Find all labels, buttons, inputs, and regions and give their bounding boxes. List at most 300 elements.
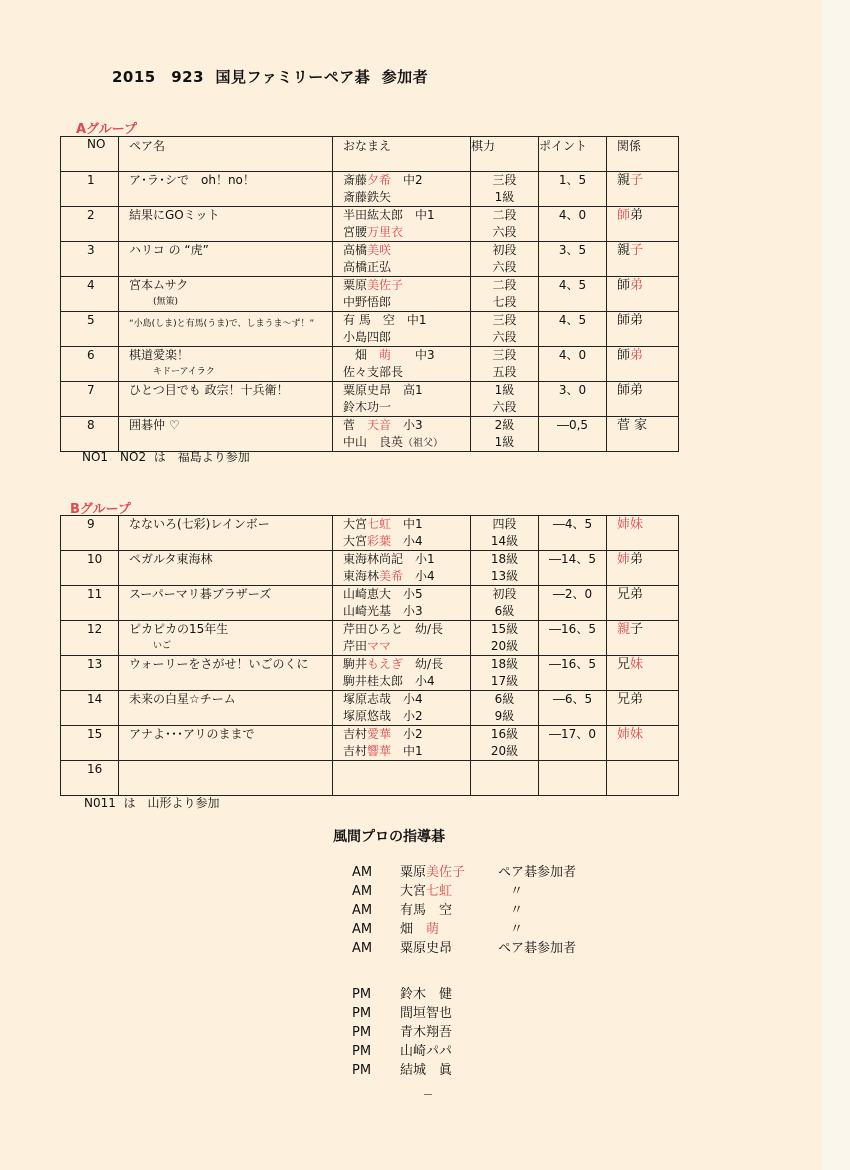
member-surname: 東海林 [343, 569, 380, 583]
lesson-player-name: 結城 眞 [400, 1063, 453, 1078]
member-names-cell [333, 621, 471, 656]
member-given-highlight: 美希 [379, 569, 404, 583]
rank-1: 18級 [490, 552, 519, 566]
member-name-2 [343, 329, 470, 346]
lesson-slot: AM [352, 903, 373, 918]
points: ―2、0 [552, 587, 593, 601]
rank-1: 三段 [492, 348, 517, 362]
rank-1 [471, 761, 538, 778]
relation-cell [607, 277, 679, 312]
relation [617, 551, 678, 568]
points-cell [539, 691, 607, 726]
relation-part-1: 兄弟 [617, 692, 644, 707]
rank-cell [471, 621, 539, 656]
lesson-item [352, 985, 498, 1004]
member-given-highlight: 七虹 [367, 517, 392, 531]
member-name-2 [343, 743, 470, 760]
member-grade: 幼/長 [403, 622, 444, 636]
member-surname: 鈴木功一 [343, 400, 392, 414]
table-header-row [61, 137, 679, 172]
rank-2: 20級 [490, 744, 519, 758]
member-name-2 [343, 533, 470, 550]
relation-part-1: 師 [617, 278, 631, 293]
member-surname: 高橋正弘 [343, 260, 392, 274]
pair-name: アナよ･･･アリのままで [129, 727, 255, 741]
member-grade: 小4 [403, 674, 435, 688]
member-names-cell [333, 277, 471, 312]
relation [617, 312, 678, 329]
points: 3、5 [558, 243, 587, 257]
member-names-cell [333, 656, 471, 691]
member-surname: 中野悟郎 [343, 295, 392, 309]
relation [617, 207, 678, 224]
relation [617, 382, 678, 399]
points: ―16、5 [549, 622, 596, 636]
group-a-table [60, 136, 679, 452]
relation-cell [607, 551, 679, 586]
table-row [61, 656, 679, 691]
rank-cell [471, 691, 539, 726]
member-name-2 [343, 294, 470, 311]
rank-cell [471, 277, 539, 312]
table-row [61, 691, 679, 726]
rank-2: 14級 [490, 534, 519, 548]
lesson-player [400, 882, 498, 901]
member-names-cell [333, 207, 471, 242]
table-row [61, 551, 679, 586]
points: 3、0 [558, 383, 587, 397]
lesson-item [352, 939, 576, 958]
points: ―0,5 [556, 418, 589, 432]
pair-name: ハリコ の “虎” [129, 243, 209, 257]
relation-part-1: 師 [617, 208, 631, 223]
lesson-item [352, 1004, 498, 1023]
member-grade: 中1 [391, 517, 423, 531]
lesson-player-name: 粟原 [400, 865, 427, 880]
row-no-cell [61, 656, 119, 691]
lesson-item [352, 920, 523, 939]
rank-1: 15級 [490, 622, 519, 636]
member-names-cell [333, 726, 471, 761]
pair-name: ペガルタ東海林 [129, 552, 213, 566]
member-name-1 [343, 586, 470, 603]
member-surname: 駒井 [343, 657, 368, 671]
relation [617, 621, 678, 638]
relation-part-2: 弟 [630, 552, 644, 567]
points-cell [539, 242, 607, 277]
pair-name-cell [119, 551, 333, 586]
member-surname: 大宮 [343, 517, 368, 531]
lesson-note: 〃 [510, 884, 524, 899]
member-name-1 [343, 347, 470, 364]
row-no-cell [61, 551, 119, 586]
rank-cell [471, 347, 539, 382]
pair-name-cell [119, 347, 333, 382]
relation [617, 347, 678, 364]
member-grade: 小3 [391, 418, 423, 432]
rank-2: 1級 [494, 435, 515, 449]
pair-name-cell [119, 242, 333, 277]
lesson-player-name: 畑 [400, 922, 427, 937]
member-names-cell [333, 382, 471, 417]
lesson-slot: PM [352, 1006, 372, 1021]
rank-1: 四段 [492, 517, 517, 531]
rank-2: 17級 [490, 674, 519, 688]
rank-1: 二段 [492, 278, 517, 292]
lesson-note: ペア碁参加者 [498, 865, 577, 880]
lesson-player [400, 920, 498, 939]
rank-1: 三段 [492, 313, 517, 327]
member-name-1 [343, 761, 470, 778]
relation-part-2: 子 [630, 173, 644, 188]
row-no: 15 [87, 727, 103, 741]
relation-cell [607, 586, 679, 621]
member-surname: 高橋 [343, 243, 368, 257]
member-name-1 [343, 312, 470, 329]
member-grade: （祖父） [403, 438, 444, 449]
member-name-2 [343, 434, 470, 451]
row-no: 5 [87, 313, 95, 327]
lesson-player-name: 大宮 [400, 884, 427, 899]
member-surname: 大宮 [343, 534, 368, 548]
rank-cell [471, 172, 539, 207]
points: 4、0 [558, 348, 587, 362]
member-grade: 小3 [391, 604, 423, 618]
relation-part-2: 子 [630, 622, 644, 637]
member-name-2 [343, 673, 470, 690]
member-surname: 塚原悠哉 [343, 709, 392, 723]
table-row [61, 382, 679, 417]
pair-name-cell [119, 382, 333, 417]
lesson-player-highlight: 美佐子 [426, 865, 466, 880]
member-name-1 [343, 277, 470, 294]
row-no-cell [61, 347, 119, 382]
relation-part-2: 弟 [630, 278, 644, 293]
points [539, 761, 606, 778]
row-no-cell [61, 761, 119, 796]
rank-cell [471, 761, 539, 796]
points: 1、5 [558, 173, 587, 187]
rank-1: 16級 [490, 727, 519, 741]
pair-name: 結果にGOミット [129, 208, 220, 222]
relation-cell [607, 726, 679, 761]
member-surname: 畑 [343, 348, 380, 362]
col-header-relation: 関係 [607, 137, 679, 172]
relation-part-2: 妹 [630, 657, 644, 672]
member-given-highlight: 愛華 [367, 727, 392, 741]
member-grade: 小2 [391, 709, 423, 723]
member-name-2 [343, 568, 470, 585]
member-name-1 [343, 207, 470, 224]
pair-name-note: (無策) [153, 297, 179, 307]
points: ―4、5 [552, 517, 593, 531]
points: 4、5 [558, 313, 587, 327]
points-cell [539, 172, 607, 207]
lesson-slot: PM [352, 1044, 372, 1059]
member-name-1 [343, 551, 470, 568]
rank-1: 2級 [494, 418, 515, 432]
points: ―16、5 [549, 657, 596, 671]
member-names-cell [333, 417, 471, 452]
row-no-cell [61, 312, 119, 347]
member-grade: 小4 [391, 534, 423, 548]
points: ―6、5 [552, 692, 593, 706]
pair-name-cell [119, 621, 333, 656]
pair-name-cell [119, 761, 333, 796]
pair-name: スーパーマリ碁ブラザーズ [129, 587, 272, 601]
relation-part-1: 兄弟 [617, 587, 644, 602]
member-name-1 [343, 417, 470, 434]
rank-cell [471, 726, 539, 761]
relation-part-1: 兄 [617, 657, 631, 672]
pair-name-cell [119, 726, 333, 761]
pair-name-cell [119, 586, 333, 621]
member-name-2 [343, 708, 470, 725]
relation-cell [607, 242, 679, 277]
member-name-2 [343, 259, 470, 276]
member-name-1 [343, 621, 470, 638]
member-surname: 吉村 [343, 727, 368, 741]
relation [617, 726, 678, 743]
rank-2: 六段 [492, 330, 517, 344]
points-cell [539, 312, 607, 347]
rank-cell [471, 207, 539, 242]
member-surname: 吉村 [343, 744, 368, 758]
pair-name: 棋道愛楽！ [129, 348, 190, 362]
pair-name: ひとつ目でも 政宗！十兵衛！ [129, 383, 289, 397]
relation-part-1: 親 [617, 243, 631, 258]
member-grade: 幼/長 [403, 657, 444, 671]
member-names-cell [333, 761, 471, 796]
rank-cell [471, 417, 539, 452]
member-surname: 駒井桂太郎 [343, 674, 404, 688]
rank-cell [471, 516, 539, 551]
rank-cell [471, 242, 539, 277]
row-no: 6 [87, 348, 95, 362]
member-surname: 粟原史昂 [343, 383, 392, 397]
lesson-slot: AM [352, 922, 373, 937]
pair-name: 未来の白星☆チーム [129, 692, 236, 706]
row-no-cell [61, 172, 119, 207]
pair-name-note: いご [153, 641, 172, 651]
row-no: 14 [87, 692, 103, 706]
relation [617, 417, 678, 434]
lesson-player-highlight: 七虹 [426, 884, 453, 899]
row-no-cell [61, 242, 119, 277]
rank-2: 六段 [492, 225, 517, 239]
member-name-2 [343, 399, 470, 416]
table-row [61, 417, 679, 452]
lesson-player [400, 901, 498, 920]
member-grade: 中3 [391, 348, 435, 362]
lesson-player [400, 1042, 498, 1061]
relation-part-2: 姉妹 [617, 727, 644, 742]
points-cell [539, 551, 607, 586]
member-name-2 [343, 638, 470, 655]
member-given-highlight: ママ [367, 639, 392, 653]
member-grade: 高1 [391, 383, 423, 397]
member-surname: 東海林尚記 [343, 552, 404, 566]
lesson-player-name: 間垣智也 [400, 1006, 453, 1021]
pair-name: ア･ラ･シで oh！no！ [129, 173, 255, 187]
relation-cell [607, 516, 679, 551]
relation-part-2: 子 [630, 243, 644, 258]
member-names-cell [333, 242, 471, 277]
member-given-highlight: もえぎ [367, 657, 404, 671]
member-surname: 有 馬 空 [343, 313, 395, 327]
points-cell [539, 586, 607, 621]
member-grade: 小1 [403, 552, 435, 566]
relation [617, 277, 678, 294]
rank-2: 六段 [492, 400, 517, 414]
rank-cell [471, 656, 539, 691]
member-surname: 芹田 [343, 639, 368, 653]
row-no: 10 [87, 552, 103, 566]
relation-part-2: 弟 [630, 348, 644, 363]
member-names-cell [333, 691, 471, 726]
rank-2: 1級 [494, 190, 515, 204]
row-no-cell [61, 277, 119, 312]
pair-name: ウォーリーをさがせ！いごのくに [129, 657, 309, 671]
member-given-highlight: 彩葉 [367, 534, 392, 548]
table-row [61, 586, 679, 621]
relation [617, 172, 678, 189]
member-given-highlight: 夕希 [367, 173, 392, 187]
rank-cell [471, 551, 539, 586]
table-row [61, 207, 679, 242]
member-surname: 宮腰 [343, 225, 368, 239]
table-row [61, 726, 679, 761]
rank-cell [471, 312, 539, 347]
member-given-highlight: 萌 [379, 348, 392, 362]
points-cell [539, 382, 607, 417]
rank-2: 9級 [494, 709, 515, 723]
row-no-cell [61, 417, 119, 452]
relation [617, 656, 678, 673]
rank-1: 初段 [492, 587, 517, 601]
pair-name-cell [119, 172, 333, 207]
pair-name: ピカピカの15年生 [129, 622, 229, 636]
member-surname: 佐々支部長 [343, 365, 404, 379]
lesson-player [400, 1061, 498, 1080]
rank-1: 1級 [494, 383, 515, 397]
member-name-1 [343, 656, 470, 673]
relation [617, 516, 678, 533]
lesson-player-name: 鈴木 健 [400, 987, 453, 1002]
points-cell [539, 417, 607, 452]
member-surname: 粟原 [343, 278, 368, 292]
relation-cell [607, 417, 679, 452]
relation-part-2: 姉妹 [617, 517, 644, 532]
member-given-highlight: 万里衣 [367, 225, 404, 239]
member-names-cell [333, 172, 471, 207]
relation [617, 761, 678, 778]
lesson-player [400, 1023, 498, 1042]
pair-name-cell [119, 516, 333, 551]
table-row [61, 242, 679, 277]
lesson-player-name: 山崎パパ [400, 1044, 453, 1059]
col-header-points: ポイント [539, 137, 607, 172]
rank-1: 二段 [492, 208, 517, 222]
row-no: 11 [87, 587, 103, 601]
rank-2: 13級 [490, 569, 519, 583]
lesson-player [400, 939, 498, 958]
lesson-slot: PM [352, 1063, 372, 1078]
relation-cell [607, 621, 679, 656]
row-no-cell [61, 621, 119, 656]
rank-2: 五段 [492, 365, 517, 379]
lesson-slot: AM [352, 884, 373, 899]
rank-2 [471, 778, 538, 795]
row-no: 1 [87, 173, 95, 187]
pair-name-cell [119, 207, 333, 242]
group-b-note: N011 は 山形より参加 [84, 796, 220, 810]
relation-part-1: 師 [617, 348, 631, 363]
member-names-cell [333, 586, 471, 621]
member-given-highlight: 天音 [367, 418, 392, 432]
lesson-note: 〃 [510, 922, 524, 937]
member-name-1 [343, 242, 470, 259]
lesson-slot: PM [352, 1025, 372, 1040]
member-names-cell [333, 347, 471, 382]
lesson-item [352, 901, 523, 920]
page-title: 2015 923 国見ファミリーペア碁 参加者 [112, 68, 429, 86]
member-surname: 中山 良英 [343, 435, 404, 449]
member-grade: 小2 [391, 727, 423, 741]
member-surname: 斎藤 [343, 173, 368, 187]
rank-2: 20級 [490, 639, 519, 653]
row-no-cell [61, 382, 119, 417]
member-name-2 [343, 364, 470, 381]
member-name-1 [343, 516, 470, 533]
row-no: 9 [87, 517, 95, 531]
lesson-player-name: 粟原史昂 [400, 941, 453, 956]
lesson-item [352, 863, 576, 882]
rank-1: 18級 [490, 657, 519, 671]
lesson-title: 風間プロの指導碁 [333, 829, 445, 845]
member-surname: 半田紘太郎 [343, 208, 404, 222]
member-name-1 [343, 726, 470, 743]
relation-part-2: 弟 [630, 208, 644, 223]
member-name-2 [343, 778, 470, 795]
pair-name-note: “小島(しま)と有馬(うま)で、しまうま〜ず！” [129, 319, 315, 329]
lesson-player-highlight: 萌 [426, 922, 440, 937]
row-no: 7 [87, 383, 95, 397]
col-header-pair: ペア名 [119, 137, 333, 172]
lesson-note: 〃 [510, 903, 524, 918]
table-row [61, 621, 679, 656]
rank-2: 6級 [494, 604, 515, 618]
lesson-slot: AM [352, 941, 373, 956]
row-no-cell [61, 207, 119, 242]
points: 4、5 [558, 278, 587, 292]
relation-cell [607, 172, 679, 207]
member-name-2 [343, 603, 470, 620]
lesson-item [352, 1061, 498, 1080]
rank-1: 初段 [492, 243, 517, 257]
member-names-cell [333, 516, 471, 551]
relation [617, 586, 678, 603]
lesson-player-name: 有馬 空 [400, 903, 453, 918]
col-header-no: NO [61, 137, 119, 172]
member-given-highlight: 美咲 [367, 243, 392, 257]
pair-name: 宮本ムサク [129, 278, 189, 292]
row-no-cell [61, 726, 119, 761]
points-cell [539, 761, 607, 796]
relation-cell [607, 207, 679, 242]
rank-2: 七段 [492, 295, 517, 309]
relation-part-1: 姉 [617, 552, 631, 567]
